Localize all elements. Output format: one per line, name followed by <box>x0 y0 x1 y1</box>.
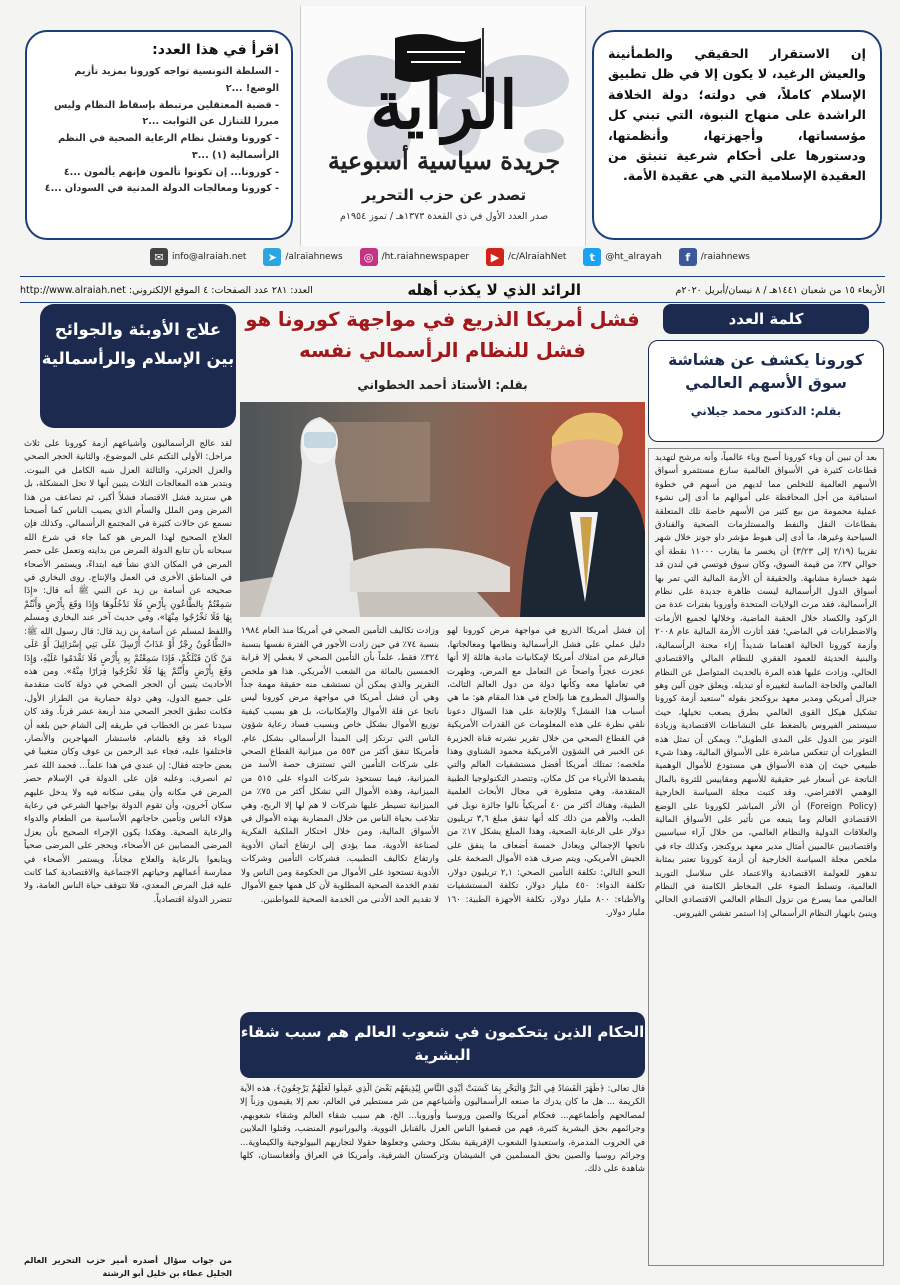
date-strip <box>20 279 885 301</box>
editorial-body: بعد أن تبين أن وباء كورونا أصبح وباء عالمياً، وأنه مرشح لتهديد قطاعات كثيرة في الأسواق العالمية سارع مستثمرو أسواق الأسهم العالمية للتخلص مما لديهم من أسهم في خطوة استباقية من أجل المحافظة على أموالهم ما أدى إلى نشوء عملية محمومة من بيع كثير من الأسهم خاصة تلك المتعلقة بقطاعات النقل والنفط والمستلزمات الصحية والفنادق السياحية وغيرها، ما أدى إلى هبوط مؤشر داو جونز خلال شهر تقريبا (٢/١٩ إلى ٣/٢٣) أن يخسر ما يقارب ١١٠٠٠ نقطة أي حوالي ٣٧٪ من قيمة السوق، وكان سوق فوتسي في لندن قد شهد خسارة مشابهة. والحقيقة أن الأزمة المالية التي تمر بها أسواق الدول الرأسمالية ليست ظاهرة جديدة على نظام الرأسمالية، فقد مرت الولايات المتحدة وأوروبا بفترات عدة من الركود والكساد خلال الحقبة الماضية، وخلالها لجميع الأزمات والاضطرابات في الماضي؛ فقد أثارت الأزمة المالية عام ٢٠٠٨ وأزمة كورونا الحالية اهتماما شديداً إزاء محنة الرأسمالية، والبنية الحديثة للعمود الفقري للنظام المالي والاقتصادي الحالي، وزادت عليها هذه المرة بالحديث المتواصل عن النظام العالمي والحاجة الماسة لتغييره أو تبديله. ويعلق جون آلين وهو جنرال أمريكي ومدير معهد بروكنجز بقوله "ستعيد أزمة كورونا تشكيل هيكل القوى العالمي بطرق يصعب تخيلها، حيث سيستمر الفيروس بالضغط على النشاطات الاقتصادية وزيادة التوتر بين الدول على المدى الطويل". ويمكن أن تمثل هذه التطورات أن تنعكس مباشرة على الأسواق المالية، وهذا شيء طبيعي حيث إن هذه الأسواق هي مستودع للأموال الوهمية الناتجة عن أسعار غير حقيقية للأسهم ومقاييس للثروة بالمال الوهمي الافتراضي. وقد كتبت مجلة السياسة الخارجية (Foreign Policy) أن الأثر المباشر لكورونا على الوضع الاقتصادي العالم وما يتبعه من تأثير على الأسواق المالية والعلاقات الدولية والنظام العالمي، من خلال آراء سياسيين واقتصاديين عالميين أمثال مدير معهد بروكنجز، وكذلك جاء في ملخص مجلة السياسة الخارجية أن أزمة كورونا تعتبر بمثابة تدهور للعولمة الاقتصادية والاعتماد على سلاسل التوريد العالمية، وتسلط الضوء على المخاطر الكامنة في النظام العالمي مما يسرع من نزول النظام العالمي الاقتصادي الحالي وينبئ بانهيار النظام الرأسمالي إذا استمر تفشي الفيروس. <box>648 448 884 1266</box>
photo-illustration <box>240 402 645 617</box>
toc-item[interactable]: - كورونا وفشل نظام الرعاية الصحية في النظم الرأسمالية (١) ...٣ <box>58 133 279 161</box>
editorial-title: كورونا يكشف عن هشاشة سوق الأسهم العالمي <box>668 351 864 393</box>
left-feature-title-box <box>40 304 236 428</box>
editorial-author: بقلم: الدكتور محمد جيلاني <box>690 403 842 418</box>
toc-item[interactable]: - قضية المعتقلين مرتبطة بإسقاط النظام وليس مبررا للتنازل عن الثوابت ...٢ <box>53 99 279 128</box>
email-icon: ✉ <box>150 248 168 266</box>
issue-info: العدد: ٢٨١ عدد الصفحات: ٤ الموقع الإلكتروني: http://www.alraiah.net <box>20 284 313 296</box>
editorial-label: كلمة العدد <box>663 304 869 334</box>
secondary-article-body: قال تعالى: ﴿ظَهَرَ الْفَسَادُ فِي الْبَرِّ وَالْبَحْرِ بِمَا كَسَبَتْ أَيْدِي النَّاسِ لِيُذِيقَهُم بَعْضَ الَّذِي عَمِلُوا لَعَلَّهُمْ يَرْجِعُونَ﴾، هذه الآية الكريمة ... هل ما كان يدرك ما صنعه الرأسماليون وأشياعهم من شر مستطير في العالم، نعم إلا يقيمون وزناً إلا لمصالحهم وأطماعهم... فحكام أمريكا والصين وروسيا وأوروبا... الخ، هم سبب شقاء العالم وشقاء شعوبهم، وجرائمهم بحق البشرية كثيرة، فهم من قصفوا الناس العزل بالقنابل النووية، واليورانيوم المنضب، وقتلوا الملايين في الحروب المدمرة، واستعبدوا الشعوب الإفريقية بشكل وحشي وجعلوها حقولا لتجاربهم البيولوجية والكيماوية... وجرائم روسيا والصين بحق المسلمين في الشيشان وتركستان الشرقية، وأمريكا في العراق وأفغانستان، كلها شاهدة على ذلك. <box>240 1084 645 1175</box>
bottom-rule <box>20 302 885 303</box>
social-link-telegram[interactable] <box>263 248 342 266</box>
masthead-subtitle: جريدة سياسية أسبوعية <box>327 146 561 175</box>
youtube-icon: ▶ <box>486 248 504 266</box>
toc-item[interactable]: - كورونا... إن تكونوا تألمون فإنهم يألمون ...٤ <box>63 166 279 178</box>
social-handle: info@alraiah.net <box>172 252 247 262</box>
social-handle: /ht.raiahnewspaper <box>381 252 470 262</box>
issue-date: الأربعاء ١٥ من شعبان ١٤٤١هـ / ٨ نيسان/أبريل ٢٠٢٠م <box>675 284 885 296</box>
toc-item[interactable]: - السلطة التونسية تواجه كورونا بمزيد تأزيم الوضع! ...٢ <box>74 66 279 94</box>
social-link-instagram[interactable] <box>360 248 470 266</box>
toc-title: اقرأ في هذا العدد: <box>152 42 279 58</box>
social-handle: /c/AlraiahNet <box>508 252 567 262</box>
toc-list <box>39 64 279 198</box>
facebook-icon: f <box>679 248 697 266</box>
editorial-column <box>648 304 884 1266</box>
secondary-headline-banner <box>240 1012 645 1078</box>
masthead-founded: صدر العدد الأول في ذي القعدة ١٣٧٣هـ / تموز ١٩٥٤م <box>339 211 549 222</box>
social-link-twitter[interactable] <box>583 248 662 266</box>
header-quote: إن الاستقرار الحقيقي والطمأنينة والعيش الرغيد، لا يكون إلا في ظل تطبيق الإسلام كاملاً، في دولته؛ دولة الخلافة الراشدة على منهاج النبوة، التي تبني كل مؤسساتها، وأجهزتها، وأنظمتها، ودستورها على أحكام شرعية تنبثق من العقيدة الإسلامية التي هي عقيدة الأمة. <box>608 46 866 184</box>
main-col-left: وزادت تكاليف التأمين الصحي في أمريكا منذ العام ١٩٨٤ بنسبة ٧٤٪ في حين زادت الأجور في الفترة نفسها بنسبة ٣٢٤٪ فقط، علماً بأن التأمين الصحي لا يغطي إلا قرابة الخمسين بالمائة من الشعب الأمريكي. هذا هو ملخص التقرير والذي يمكن أن نستشف منه حقيقة مهمة جداً وهي أن فشل أمريكا في مواجهة مرض كورونا ليس ناتجا عن قلة الأموال والإمكانيات، بل هو بسبب كيفية توزيع الأموال بشكل خاص وبسبب فساد رعاية شؤون الناس التي ترتكز إلى المبدأ الرأسمالي بشكل عام. فأمريكا تنفق أكثر من ٥٥٣ من ميزانية القطاع الصحي على شركات التأمين التي تستنزف حصة الأسد من الميزانية، فيما تستحوذ شركات الدواء على ٥١٥ من الميزانية، وهذه الأموال التي تشكل أكثر من ٧٥٪ من الميزانية تسيطر عليها شركات لا هم لها إلا الربح، وهي تتلاعب بحياة الناس من خلال المضاربة بهذه الأموال في الأسواق المالية، ومن خلال احتكار الملكية الفكرية لصناعة الأدوية، مما يؤدي إلى ارتفاع أثمان الأدوية وارتفاع تكاليف التطبيب. فشركات التأمين وشركات الأدوية تستحوذ على الأموال من الحكومة ومن الناس ولا تقدم الخدمة الصحية المطلوبة لأن كل همها جمع الأموال لا تقديم الحد الأدنى من الخدمة الصحية للمواطنين. <box>241 626 439 905</box>
top-rule <box>20 276 885 277</box>
social-handle: /raiahnews <box>700 252 750 262</box>
social-link-email[interactable] <box>150 248 246 266</box>
masthead <box>300 6 586 246</box>
social-link-youtube[interactable] <box>486 248 566 266</box>
main-col-right: إن فشل أمريكا الذريع في مواجهة مرض كورونا لهو دليل عملي على فشل الرأسمالية ونظامها ومعالجاتها، فبالرغم من امتلاك أمريكا لإمكانيات مادية هائلة إلا أنها عجزت عجزاً واضحاً عن التعامل مع المرض، وظهرت في تعاملها معه وكأنها دولة من دول العالم الثالث، والسؤال المطروح هنا بإلحاح في هذا المقام هو: ما هي أسباب هذا الفشل؟ وللإجابة على هذا السؤال دعونا نلقي نظرة على هذه المعلومات عن القدرات الأمريكية في القطاع الصحي من خلال تقرير نشرته قناة الجزيرة عن الخبير في الشؤون الأمريكية محمود الشناوي وهذا ملخصه: تمتلك أمريكا أفضل مستشفيات العالم والتي يقصدها الأثرياء من كل مكان، وتتصدر التكنولوجيا الطبية المتقدمة، وهي متطورة في مجال الأبحاث العلمية الطبية، وهناك أكثر من ٤٠ أمريكياً نالوا جائزة نوبل في الطب، والأهم من ذلك كله أنها تنفق مبلغ ٣,٦ تريليون دولار على الرعاية الصحية، وهذا المبلغ يشكل ١٧٪ من ناتجها الإجمالي ويعادل خمسة أضعاف ما ينفق على الجيش الأمريكي، ويتم صرف هذه الأموال الضخمة على النحو التالي: تكلفة التأمين الصحي: ٢,١ تريليون دولار، تكلفة الدواء: ٤٥٠ مليار دولار، تكلفة المستشفيات والأطباء: ٨٠٠ مليار دولار، تكلفة الأجهزة الطبية: ١٦٠ مليار دولار. <box>447 626 645 918</box>
toc-box <box>25 30 293 240</box>
article-photo <box>240 402 645 617</box>
header-quote-box <box>592 30 882 240</box>
telegram-icon: ➤ <box>263 248 281 266</box>
editorial-title-box <box>648 340 884 442</box>
secondary-headline: الحكام الذين يتحكمون في شعوب العالم هم سبب شقاء البشرية <box>240 1023 645 1065</box>
left-feature-body: لقد عالج الرأسماليون وأشياعهم أزمة كورونا على ثلاث مراحل: الأولى التكتم على الموضوع، والثانية الحجر الصحي والعزل الجزئي، والثالثة العزل شبه الكامل في البيوت. وبتدبر هذه المعالجات الثلاث يتبين أنها لا تحل المشكلة، بل هي ستزيد فشل الاقتصاد فشلاً أكبر، ثم تضاعف من هذا المرض ومن الملل والسأم الذي يصيب الناس كما أصبحنا نسمع عن حالات كثيرة في المجتمع الرأسمالي. وكذلك فإن العلاج الصحيح لهذا المرض هو كما جاء في شرع الله سبحانه بأن تتابع الدولة المرض من بدايته وتعمل على حصر المرض في المكان الذي نشأ فيه ابتداءً، ويستمر الأصحاء في المناطق الأخرى في العمل والإنتاج. روى البخاري في صحيحه عن أسامة بن زيد عن النبي ﷺ أنه قال: «إِذَا سَمِعْتُمْ بِالطَّاعُونِ بِأَرْضٍ فَلَا تَدْخُلُوهَا وَإِذَا وَقَعَ بِأَرْضٍ وَأَنْتُمْ بِهَا فَلَا تَخْرُجُوا مِنْهَا»، وفي حديث آخر عند البخاري ومسلم واللفظ لمسلم عن أسامة بن زيد قال: قال رسول الله ﷺ: «الطَّاعُونُ رِجْزٌ أَوْ عَذَابٌ أُرْسِلَ عَلَى بَنِي إِسْرَائِيلَ أَوْ عَلَى مَنْ كَانَ قَبْلَكُمْ، فَإِذَا سَمِعْتُمْ بِهِ بِأَرْضٍ فَلَا تَقْدَمُوا عَلَيْهِ، وَإِذَا وَقَعَ بِأَرْضٍ وَأَنْتُمْ بِهَا فَلَا تَخْرُجُوا فِرَارًا مِنْهُ». ومن هذه الأحاديث يتبين أن الحجر الصحي في دولة كانت متقدمة على جميع الدول، وهي دولة حضارية من الطراز الأول، فكانت تطبق الحجر الصحي منذ أربعة عشر قرناً. وقد كان سيدنا عمر بن الخطاب في طريقه إلى الشام حين بلغه أن الوباء قد وقع بالشام، فاستشار المهاجرين والأنصار، فاختلفوا عليه، فجاء عبد الرحمن بن عوف وكان متغيبا في بعض حاجته فقال: إن عندي في هذا علماً... فحمد الله عمر ثم انصرف. وعليه فإن على الدولة في الإسلام حصر المرض في مكانه وأن يبقى سكانه فيه ولا يدخل عليهم سكان آخرون، وأن تقوم الدولة بواجبها الشرعي في رعاية هؤلاء الناس وتأمين حاجاتهم الأساسية من الطعام والدواء والرعاية الصحية. وهكذا يكون الإجراء الصحيح بأن يعزل المرضى المصابين عن الأصحاء، ويحجر على المرضى صحياً ويتابعوا بالرعاية والعلاج مجاناً، ويستمر الأصحاء في ممارسة أعمالهم وحياتهم الاجتماعية والاقتصادية كما كانت عليه قبل المرض المعدي، فلا تتوقف حياة الناس العامة، ولا تتضرر الدولة اقتصادياً. <box>24 439 232 905</box>
main-article <box>240 304 645 1023</box>
left-column <box>20 304 236 1264</box>
social-handle: @ht_alrayah <box>605 252 662 262</box>
twitter-icon: t <box>583 248 601 266</box>
social-bar <box>150 246 750 268</box>
social-handle: /alraiahnews <box>285 252 343 262</box>
main-byline: بقلم: الأستاذ أحمد الخطواني <box>357 378 528 393</box>
motto: الرائد الذي لا يكذب أهله <box>407 281 581 299</box>
main-headline: فشل أمريكا الذريع في مواجهة كورونا هو فشل للنظام الرأسمالي نفسه <box>245 308 640 363</box>
instagram-icon: ◎ <box>360 248 378 266</box>
left-footer: من جواب سؤال أصدره أمير حزب التحرير العالم الجليل عطاء بن خليل أبو الرشتة <box>24 1255 232 1278</box>
social-link-facebook[interactable] <box>679 248 750 266</box>
masthead-issuer: تصدر عن حزب التحرير <box>361 186 527 204</box>
toc-item[interactable]: - كورونا ومعالجات الدولة المدنية في السودان ...٤ <box>44 183 279 195</box>
main-article-columns <box>240 625 645 1023</box>
left-feature-title: علاج الأوبئة والجوائح بين الإسلام والرأسمالية <box>41 320 235 368</box>
masthead-title: الراية <box>370 66 518 144</box>
